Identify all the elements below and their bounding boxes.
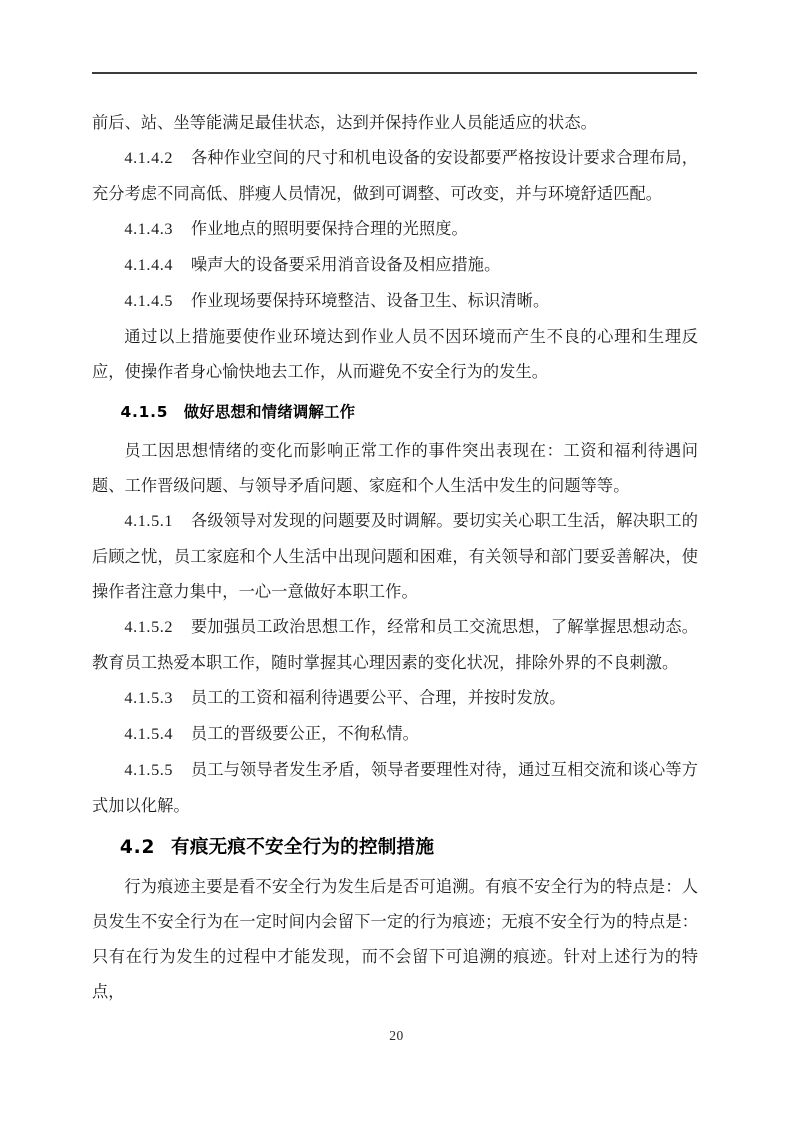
clause-4-1-5-2	[92, 609, 698, 680]
clause-text: 员工的工资和福利待遇要公平、合理，并按时发放。	[190, 688, 566, 707]
clause-number: 4.1.5.3	[124, 689, 174, 707]
clause-number: 4.1.5.5	[124, 761, 174, 779]
heading-number: 4.2	[119, 837, 156, 858]
header-rule-divider	[92, 72, 697, 74]
clause-4-1-5-1	[92, 503, 698, 609]
clause-4-1-4-5	[92, 283, 698, 319]
paragraph-summary-4-1-4: 通过以上措施要使作业环境达到作业人员不因环境而产生不良的心理和生理反应，使操作者身心愉快地去工作，从而避免不安全行为的发生。	[92, 327, 698, 381]
paragraph-continued: 前后、站、坐等能满足最佳状态，达到并保持作业人员能适应的状态。	[92, 113, 597, 132]
clause-text: 噪声大的设备要采用消音设备及相应措施。	[190, 255, 501, 274]
clause-text: 各种作业空间的尺寸和机电设备的安设都要严格按设计要求合理布局，充分考虑不同高低、胖瘦人员情况，做到可调整、可改变，并与环境舒适匹配。	[92, 148, 698, 203]
clause-text: 员工与领导者发生矛盾，领导者要理性对待，通过互相交流和谈心等方式加以化解。	[92, 760, 698, 815]
clause-4-1-5-5	[92, 752, 698, 823]
heading-title: 做好思想和情绪调解工作	[183, 403, 356, 421]
heading-4-1-5	[92, 395, 698, 430]
clause-number: 4.1.4.3	[124, 220, 174, 238]
clause-text: 员工的晋级要公正，不徇私情。	[190, 724, 419, 743]
paragraph-intro-4-1-5: 员工因思想情绪的变化而影响正常工作的事件突出表现在：工资和福利待遇问题、工作晋级问题、与领导矛盾问题、家庭和个人生活中发生的问题等等。	[92, 441, 698, 495]
clause-4-1-4-2	[92, 140, 698, 211]
clause-number: 4.1.5.4	[124, 725, 174, 743]
heading-4-2	[92, 829, 698, 866]
document-body	[92, 105, 698, 1009]
clause-number: 4.1.4.5	[124, 292, 174, 310]
clause-number: 4.1.5.1	[124, 512, 174, 530]
clause-number: 4.1.4.4	[124, 256, 174, 274]
page-number: 20	[389, 1028, 404, 1043]
clause-number: 4.1.4.2	[124, 149, 174, 167]
clause-4-1-4-4	[92, 247, 698, 283]
clause-4-1-5-4	[92, 716, 698, 752]
clause-text: 作业现场要保持环境整洁、设备卫生、标识清晰。	[190, 291, 550, 310]
clause-4-1-5-3	[92, 680, 698, 716]
heading-number: 4.1.5	[120, 403, 169, 421]
clause-4-1-4-3	[92, 211, 698, 247]
clause-text: 作业地点的照明要保持合理的光照度。	[190, 219, 468, 238]
clause-text: 各级领导对发现的问题要及时调解。要切实关心职工生活，解决职工的后顾之忧，员工家庭和个人生活中出现问题和困难，有关领导和部门要妥善解决，使操作者注意力集中，一心一意做好本职工作。	[92, 511, 698, 601]
heading-title: 有痕无痕不安全行为的控制措施	[171, 837, 435, 858]
paragraph-intro-4-2: 行为痕迹主要是看不安全行为发生后是否可追溯。有痕不安全行为的特点是：人员发生不安全行为在一定时间内会留下一定的行为痕迹；无痕不安全行为的特点是：只有在行为发生的过程中才能发现，而不会留下可追溯的痕迹。针对上述行为的特点，	[92, 877, 698, 1001]
clause-text: 要加强员工政治思想工作，经常和员工交流思想，了解掌握思想动态。教育员工热爱本职工作，随时掌握其心理因素的变化状况，排除外界的不良刺激。	[92, 617, 698, 672]
clause-number: 4.1.5.2	[124, 618, 174, 636]
